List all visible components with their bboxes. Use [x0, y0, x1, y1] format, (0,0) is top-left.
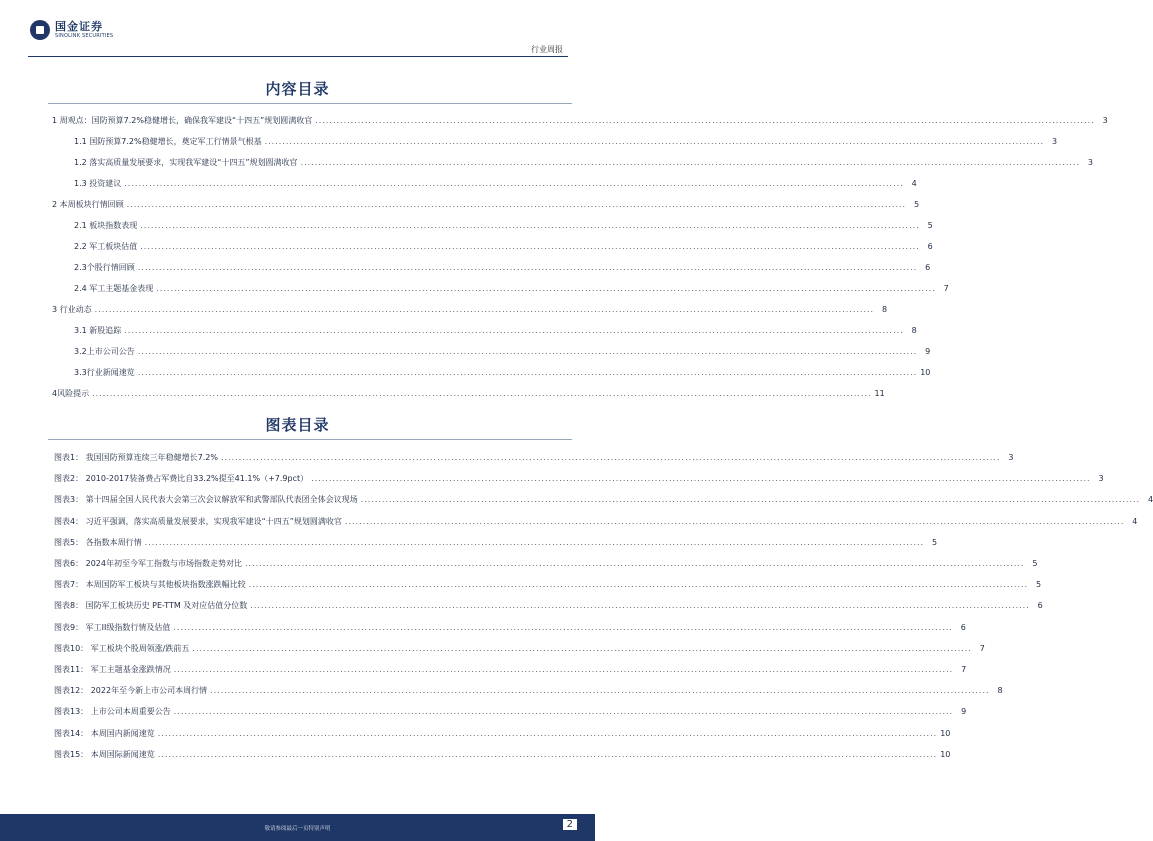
dot-leader: ............................................................................................................................................................................................................................ [248, 580, 1029, 590]
figure-index-entry[interactable] [54, 706, 967, 717]
toc-entry-title: 2.4 军工主题基金表现 [74, 284, 154, 293]
toc-entry-page: 9 [925, 347, 931, 356]
toc-entry[interactable] [52, 199, 920, 210]
toc-entry[interactable] [74, 346, 931, 357]
figure-index-entry-title: 图表12： 2022年至今新上市公司本周行情 [54, 686, 208, 696]
toc-entry-title: 2 本周板块行情回顾 [52, 200, 124, 209]
figure-index-entry[interactable] [54, 473, 1104, 484]
figure-index-entry-title: 图表7： 本周国防军工板块与其他板块指数涨跌幅比较 [54, 580, 246, 590]
toc-entry[interactable] [74, 283, 949, 294]
brand-logo [30, 20, 113, 40]
figure-index-entry[interactable] [54, 600, 1043, 611]
dot-leader: ............................................................................................................................................................................................................................ [157, 749, 938, 759]
toc-entry-page: 8 [911, 326, 917, 335]
toc-entry-page: 5 [914, 200, 920, 209]
toc-entry-title: 3.1 新股追踪 [74, 326, 122, 335]
toc-entry[interactable] [74, 325, 917, 336]
figure-index-entry-page: 4 [1132, 516, 1138, 526]
page-number: 2 [563, 819, 577, 830]
dot-leader: ............................................................................................................................................................................................................................ [315, 116, 1095, 125]
toc-entry-title: 1.2 落实高质量发展要求，实现我军建设“十四五”规划圆满收官 [74, 158, 298, 167]
figure-index-entry-title: 图表8： 国防军工板块历史 PE-TTM 及对应估值分位数 [54, 601, 248, 611]
toc-entry-page: 8 [882, 305, 888, 314]
figure-index-entry-page: 9 [961, 707, 967, 717]
dot-leader: ............................................................................................................................................................................................................................ [140, 221, 920, 230]
dot-leader: ............................................................................................................................................................................................................................ [157, 728, 938, 738]
dot-leader: ............................................................................................................................................................................................................................ [220, 453, 1001, 462]
toc-entry-title: 4风险提示 [52, 389, 90, 398]
figure-index-entry[interactable] [54, 749, 951, 760]
toc-entry-title: 2.2 军工板块估值 [74, 242, 138, 251]
figures-title-divider [48, 439, 572, 440]
toc-entry-page: 3 [1051, 137, 1058, 146]
figure-index-entry-page: 10 [940, 749, 951, 759]
toc-entry[interactable] [74, 367, 931, 378]
page-header [0, 0, 595, 60]
figure-index-entry-page: 5 [1032, 559, 1038, 568]
figure-index-entry[interactable] [54, 558, 1038, 569]
toc-entry-page: 5 [927, 221, 933, 230]
toc-entry-title: 2.1 板块指数表现 [74, 221, 138, 230]
toc-entry[interactable] [74, 241, 933, 252]
figure-index-entry-page: 7 [961, 665, 967, 674]
toc-entry-page: 3 [1102, 116, 1108, 125]
figure-index-entry-page: 6 [1037, 601, 1043, 611]
toc-entry-title: 3.2上市公司公告 [74, 347, 135, 356]
dot-leader: ............................................................................................................................................................................................................................ [245, 559, 1025, 568]
dot-leader: ............................................................................................................................................................................................................................ [300, 158, 1081, 167]
dot-leader: ............................................................................................................................................................................................................................ [94, 305, 875, 314]
toc-entry-page: 4 [911, 179, 917, 188]
figure-index-entry-page: 10 [940, 728, 951, 738]
figure-index-entry-title: 图表6： 2024年初至今军工指数与市场指数走势对比 [54, 559, 242, 568]
figure-index-entry[interactable] [54, 537, 938, 548]
dot-leader: ............................................................................................................................................................................................................................ [124, 326, 904, 335]
toc-entry-page: 6 [927, 242, 933, 251]
toc-entry-title: 1.3 投资建议 [74, 179, 122, 188]
figure-index-entry[interactable] [54, 685, 1003, 696]
toc-entry-page: 10 [920, 368, 931, 377]
footer-disclaimer: 敬请参阅最后一页特别声明 [264, 826, 331, 832]
report-type-label: 行业周报 [531, 45, 563, 54]
figure-index-entry-title: 图表15： 本周国际新闻速览 [54, 749, 155, 759]
dot-leader: ............................................................................................................................................................................................................................ [173, 707, 954, 717]
brand-name-en: SINOLINK SECURITIES [55, 33, 114, 39]
toc-entry[interactable] [74, 220, 933, 231]
dot-leader: ............................................................................................................................................................................................................................ [173, 665, 954, 674]
dot-leader: ............................................................................................................................................................................................................................ [192, 643, 972, 653]
toc-entry-page: 3 [1087, 158, 1094, 167]
dot-leader: ............................................................................................................................................................................................................................ [92, 389, 872, 398]
toc-entry-title: 3.3行业新闻速览 [74, 368, 135, 377]
contents-title-divider [48, 103, 572, 104]
dot-leader: ............................................................................................................................................................................................................................ [126, 200, 907, 209]
figure-index-entry-title: 图表5： 各指数本周行情 [54, 537, 142, 547]
toc-entry[interactable] [74, 157, 1094, 168]
figure-index-entry-title: 图表14： 本周国内新闻速览 [54, 728, 155, 738]
toc-entry[interactable] [52, 304, 888, 315]
dot-leader: ............................................................................................................................................................................................................................ [137, 368, 918, 377]
figure-index-entry-page: 5 [1036, 580, 1042, 590]
figure-index-entry-page: 7 [979, 643, 985, 653]
figure-index-entry-title: 图表10： 军工板块个股周领涨/跌前五 [54, 643, 190, 653]
figure-index-entry-page: 5 [932, 537, 938, 547]
dot-leader: ............................................................................................................................................................................................................................ [344, 516, 1125, 526]
figure-index-entry[interactable] [54, 664, 967, 675]
figure-index-entry-title: 图表2： 2010-2017装备费占军费比自33.2%提至41.1%（+7.9pct） [54, 474, 309, 484]
dot-leader: ............................................................................................................................................................................................................................ [156, 284, 936, 293]
dot-leader: ............................................................................................................................................................................................................................ [137, 263, 918, 272]
dot-leader: ............................................................................................................................................................................................................................ [173, 622, 953, 632]
figure-index-entry[interactable] [54, 728, 951, 739]
figure-index-entry-title: 图表4： 习近平强调，落实高质量发展要求，实现我军建设“十四五”规划圆满收官 [54, 516, 342, 526]
figure-index-entry-title: 图表9： 军工II级指数行情及估值 [54, 622, 171, 632]
toc-entry-page: 7 [943, 284, 949, 293]
figure-index-entry[interactable] [54, 452, 1014, 463]
dot-leader: ............................................................................................................................................................................................................................ [124, 179, 904, 188]
figure-index-entry[interactable] [54, 643, 985, 654]
toc-entry-title: 3 行业动态 [52, 305, 92, 314]
dot-leader: ............................................................................................................................................................................................................................ [360, 495, 1141, 505]
logo-icon [30, 20, 50, 40]
toc-entry[interactable] [74, 262, 931, 273]
figure-index-entry-page: 8 [997, 686, 1003, 696]
toc-entry-title: 1.1 国防预算7.2%稳健增长，奠定军工行情景气根基 [74, 137, 262, 146]
figure-index-entry[interactable] [54, 579, 1042, 590]
figure-index-entry-page: 3 [1008, 453, 1014, 462]
figure-index-entry-page: 6 [960, 622, 966, 632]
toc-entry[interactable] [52, 115, 1108, 126]
figure-index-entry[interactable] [54, 516, 1138, 527]
figure-index-entry-title: 图表13： 上市公司本周重要公告 [54, 707, 171, 717]
figure-index-entry-title: 图表3： 第十四届全国人民代表大会第三次会议解放军和武警部队代表团全体会议现场 [54, 495, 358, 505]
dot-leader: ............................................................................................................................................................................................................................ [140, 242, 920, 251]
dot-leader: ............................................................................................................................................................................................................................ [264, 137, 1045, 146]
toc-entry[interactable] [74, 178, 917, 189]
toc-entry-title: 2.3个股行情回顾 [74, 263, 135, 272]
brand-name-cn: 国金证券 [55, 20, 103, 33]
dot-leader: ............................................................................................................................................................................................................................ [250, 601, 1030, 611]
toc-entry[interactable] [74, 136, 1058, 147]
toc-entry-title: 1 周观点：国防预算7.2%稳健增长，确保我军建设“十四五”规划圆满收官 [52, 116, 313, 125]
figure-index-entry-page: 4 [1148, 495, 1153, 505]
figure-index-entry-title: 图表1： 我国国防预算连续三年稳健增长7.2% [54, 453, 218, 462]
dot-leader: ............................................................................................................................................................................................................................ [311, 474, 1091, 484]
contents-title: 内容目录 [265, 80, 330, 98]
dot-leader: ............................................................................................................................................................................................................................ [144, 537, 925, 547]
toc-entry[interactable] [52, 388, 885, 399]
toc-entry-page: 6 [925, 263, 931, 272]
figures-title: 图表目录 [265, 416, 330, 434]
figure-index-entry-title: 图表11： 军工主题基金涨跌情况 [54, 665, 171, 674]
header-divider [28, 56, 568, 57]
figure-index-entry[interactable] [54, 494, 1153, 505]
dot-leader: ............................................................................................................................................................................................................................ [210, 686, 990, 696]
figure-index-entry-page: 3 [1098, 474, 1104, 484]
figure-index-entry[interactable] [54, 622, 966, 633]
dot-leader: ............................................................................................................................................................................................................................ [137, 347, 918, 356]
toc-entry-page: 11 [874, 389, 885, 398]
